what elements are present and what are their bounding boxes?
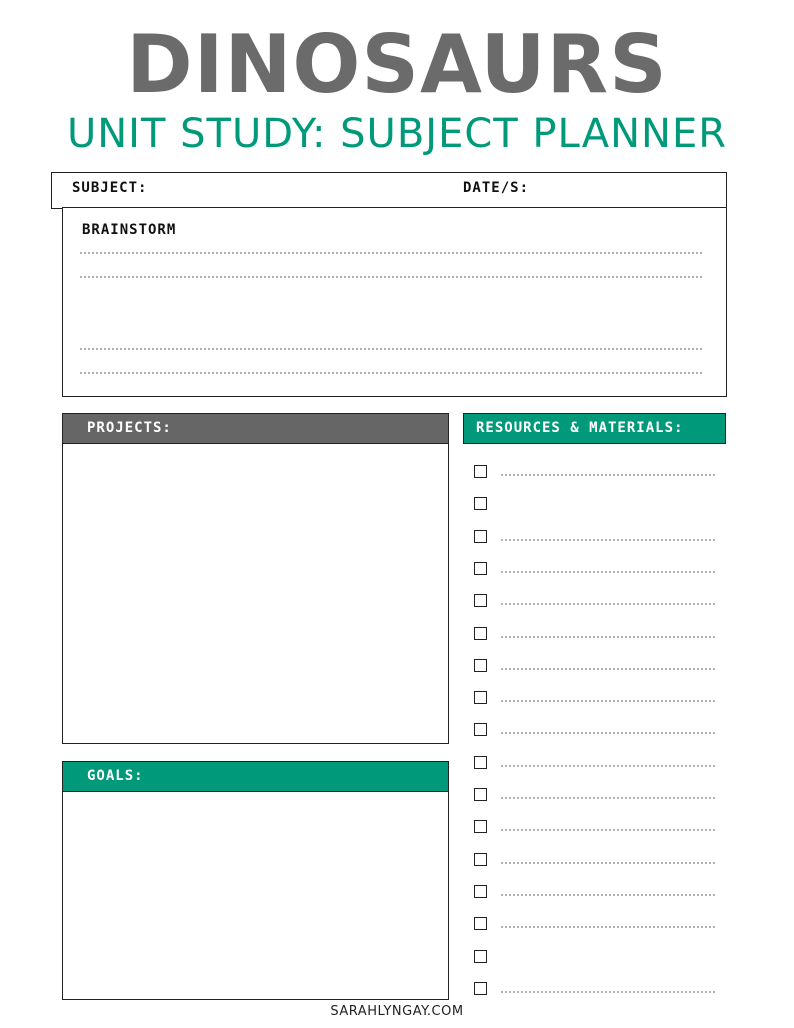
resource-line[interactable] <box>501 668 715 670</box>
resource-line[interactable] <box>501 539 715 541</box>
brainstorm-line-1[interactable] <box>80 252 702 254</box>
resource-line[interactable] <box>501 571 715 573</box>
resource-checkbox[interactable] <box>474 497 487 510</box>
resource-checkbox[interactable] <box>474 788 487 801</box>
resource-checkbox[interactable] <box>474 691 487 704</box>
goals-box[interactable] <box>62 761 449 1000</box>
resource-line[interactable] <box>501 991 715 993</box>
resource-checkbox[interactable] <box>474 885 487 898</box>
projects-header: PROJECTS: <box>62 413 449 444</box>
resource-checkbox[interactable] <box>474 756 487 769</box>
resource-checkbox[interactable] <box>474 627 487 640</box>
resources-header: RESOURCES & MATERIALS: <box>463 413 726 444</box>
footer-site: SARAHLYNGAY.COM <box>330 1004 464 1019</box>
resource-checkbox[interactable] <box>474 950 487 963</box>
page-title: DINOSAURS <box>126 18 668 111</box>
brainstorm-label: BRAINSTORM <box>82 222 177 238</box>
resource-checkbox[interactable] <box>474 530 487 543</box>
subject-date-row <box>51 172 727 209</box>
resource-line[interactable] <box>501 797 715 799</box>
page-subtitle: UNIT STUDY: SUBJECT PLANNER <box>66 111 728 157</box>
resource-checkbox[interactable] <box>474 853 487 866</box>
resource-checkbox[interactable] <box>474 982 487 995</box>
resource-checkbox[interactable] <box>474 594 487 607</box>
subject-label: SUBJECT: <box>72 180 148 196</box>
resource-checkbox[interactable] <box>474 917 487 930</box>
brainstorm-line-2[interactable] <box>80 276 702 278</box>
brainstorm-line-3[interactable] <box>80 348 702 350</box>
resource-line[interactable] <box>501 765 715 767</box>
projects-box[interactable] <box>62 413 449 744</box>
resource-line[interactable] <box>501 926 715 928</box>
resource-checkbox[interactable] <box>474 723 487 736</box>
brainstorm-line-4[interactable] <box>80 372 702 374</box>
resource-line[interactable] <box>501 732 715 734</box>
resource-line[interactable] <box>501 894 715 896</box>
resource-line[interactable] <box>501 474 715 476</box>
resource-checkbox[interactable] <box>474 820 487 833</box>
goals-header: GOALS: <box>62 761 449 792</box>
resource-checkbox[interactable] <box>474 659 487 672</box>
resource-checkbox[interactable] <box>474 562 487 575</box>
resource-line[interactable] <box>501 636 715 638</box>
resource-line[interactable] <box>501 829 715 831</box>
resource-line[interactable] <box>501 603 715 605</box>
date-label: DATE/S: <box>463 180 530 196</box>
resource-line[interactable] <box>501 862 715 864</box>
resource-line[interactable] <box>501 700 715 702</box>
resource-checkbox[interactable] <box>474 465 487 478</box>
